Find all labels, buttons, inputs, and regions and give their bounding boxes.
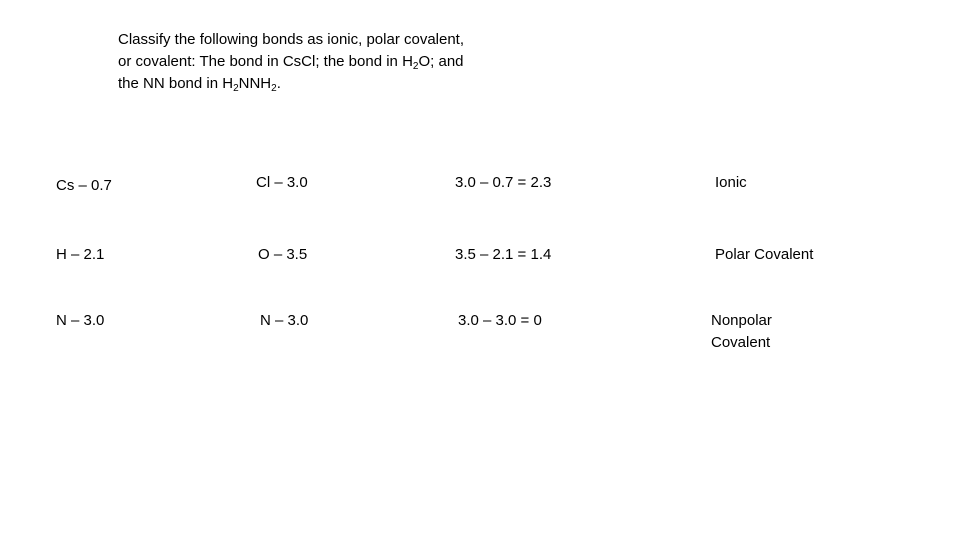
row-2-element-a: H – 2.1	[56, 246, 105, 263]
row-1-element-b: Cl – 3.0	[256, 174, 308, 191]
row-2-difference: 3.5 – 2.1 = 1.4	[455, 246, 552, 263]
question-line-2-text: or covalent: The bond in CsCl; the bond in H	[118, 53, 413, 70]
question-line-3-text: the NN bond in H	[118, 75, 234, 92]
row-3-element-a: N – 3.0	[56, 312, 105, 329]
subscript: 2	[233, 83, 239, 94]
subscript: 2	[412, 61, 419, 72]
subscript: 2	[271, 83, 277, 94]
row-2-classification: Polar Covalent	[715, 246, 814, 263]
question-line-2	[118, 51, 518, 73]
question-line-2-end: O; and	[418, 53, 464, 70]
question-line-1: Classify the following bonds as ionic, polar covalent,	[118, 31, 465, 48]
row-1-classification: Ionic	[715, 174, 747, 191]
question-line-3-mid: NNH	[238, 75, 272, 92]
row-3-element-b: N – 3.0	[260, 312, 309, 329]
row-2-element-b: O – 3.5	[258, 246, 308, 263]
row-3-difference: 3.0 – 3.0 = 0	[458, 312, 542, 329]
question-text	[118, 29, 518, 95]
question-line-3	[118, 73, 518, 95]
question-line-3-end: .	[276, 75, 281, 92]
row-1-difference: 3.0 – 0.7 = 2.3	[455, 174, 552, 191]
row-1-element-a: Cs – 0.7	[56, 177, 112, 194]
row-3-classification: Nonpolar Covalent	[711, 312, 772, 351]
